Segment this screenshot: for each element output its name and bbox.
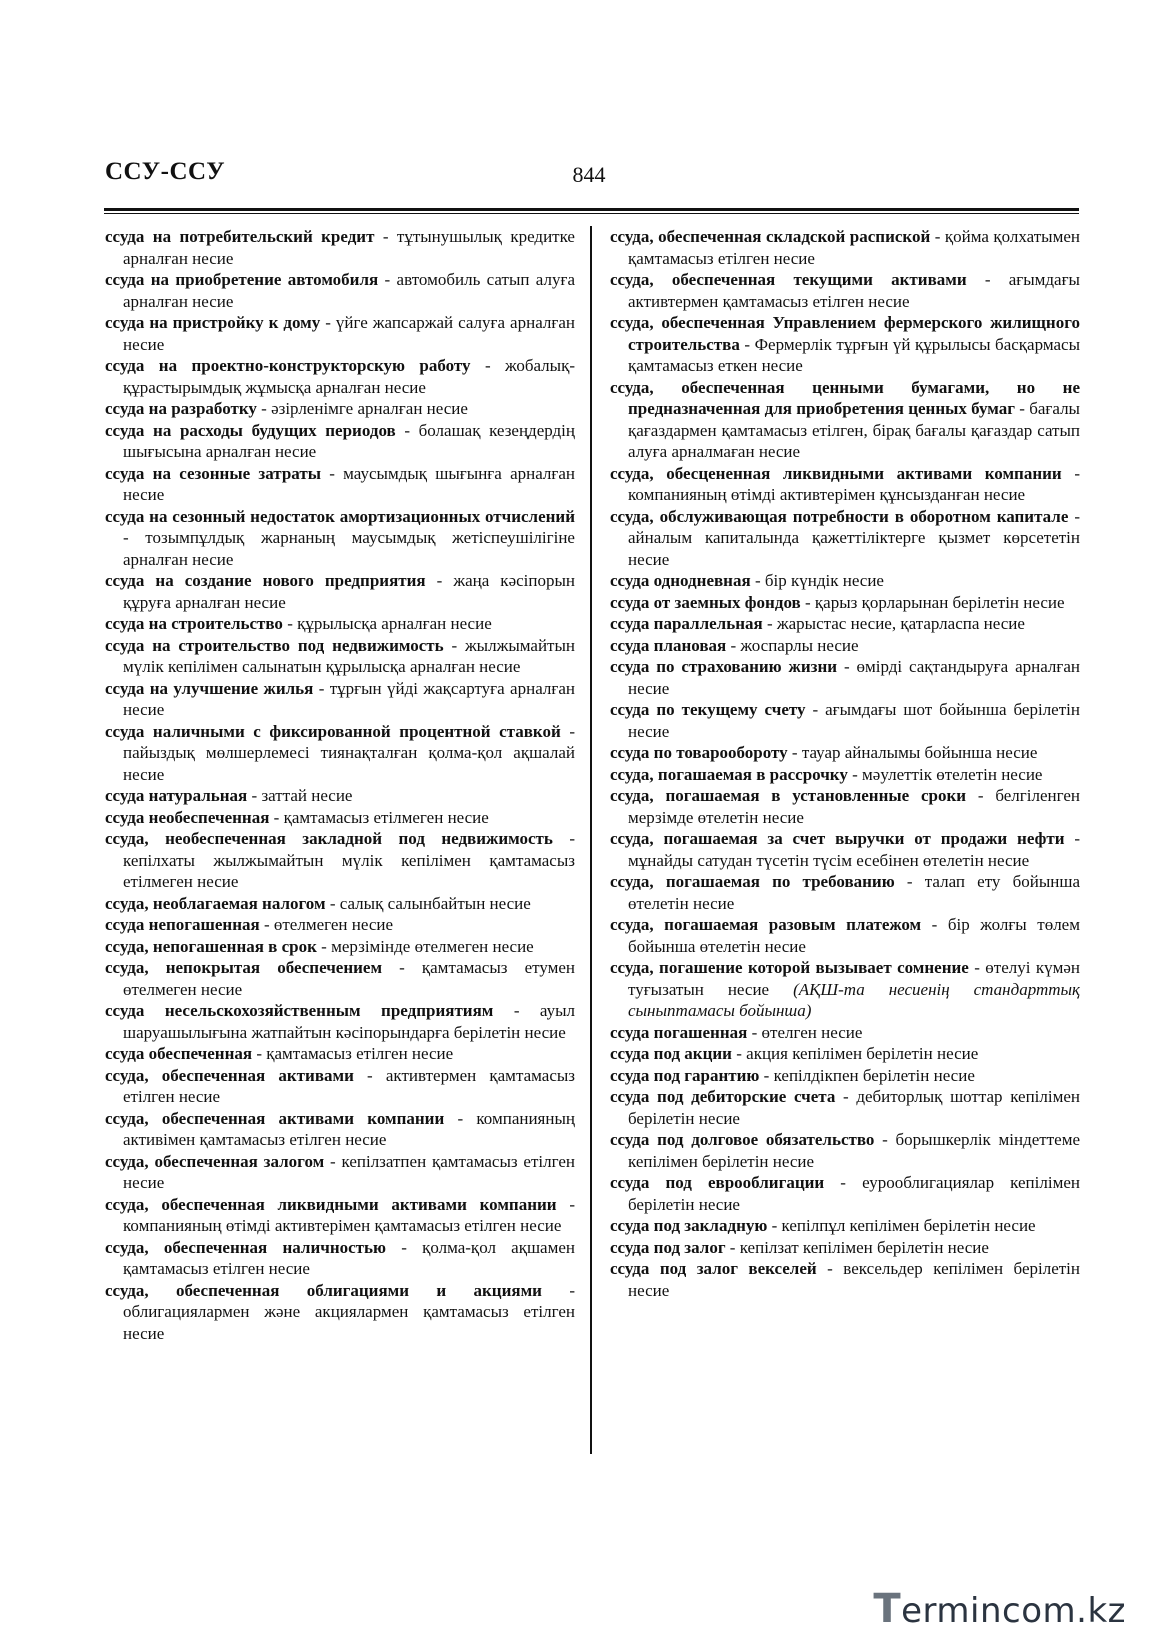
right-column [610,226,1080,1301]
entry-definition: қарыз қорларынан берілетін несие [814,592,1065,612]
entry-definition: өтелуі күмән туғызатын несие [628,958,1081,999]
entry-separator: - [353,1065,386,1085]
entry-definition: ауыл шаруашылығына жатпайтын кәсіпорындарға берілетін несие [123,1001,575,1042]
entry-term: ссуда по текущему счету [610,700,806,719]
entry-separator: - [747,1022,762,1042]
dictionary-entry [610,269,1080,312]
dictionary-entry [610,1129,1080,1172]
header-rule-thick [104,208,1079,211]
entry-definition: Фермерлік тұрғын үй құрылысы басқармасы қамтамасыз еткен несие [628,334,1080,375]
entry-term: ссуда несельскохозяйственным предприятиям [105,1001,494,1020]
entry-term: ссуда погашенная [610,1022,748,1042]
dictionary-entry [610,377,1080,463]
entry-definition: кепілпұл кепілімен берілетін несие [781,1216,1036,1235]
entry-definition: мұнайды сатудан түсетін түсім есебінен өтелетін несие [628,850,1030,870]
entry-term: ссуда под гарантию [610,1065,760,1085]
entry-definition: кепілзатпен қамтамасыз етілген несие [123,1151,575,1192]
entry-term: ссуда под залог векселей [610,1259,817,1278]
entry-separator: - [787,743,802,762]
dictionary-entry [105,785,575,807]
dictionary-entry [105,463,575,506]
entry-separator: - [894,872,925,891]
entry-term: ссуда обеспеченная [105,1044,253,1063]
entry-term: ссуда однодневная [610,571,751,590]
entry-separator: - [731,1044,747,1063]
entry-definition: пайыздық мөлшерлемесі тиянақталған қолма-қол ақшалай несие [123,743,575,784]
entry-term: ссуда по товарообороту [610,743,788,762]
entry-term: ссуда под закладную [610,1216,768,1235]
entry-separator: - [726,635,741,655]
entry-separator: - [837,657,857,676]
dictionary-entry [105,1043,575,1065]
entry-separator: - [123,528,146,547]
entry-term: ссуда, погашаемая по требованию [610,872,895,891]
entry-term: ссуда под еврооблигации [610,1173,825,1192]
entry-separator: - [443,635,465,655]
entry-separator: - [259,915,274,934]
entry-note: (АҚШ-та несиенің стандарттық сыныптамасы бойынша) [628,979,1080,1020]
entry-definition: қойма қолхатымен қамтамасыз етілген несие [628,227,1081,268]
entry-term: ссуда, обеспеченная облигациями и акциями [105,1280,542,1300]
entry-definition: компанияның активімен қамтамасыз етілген несие [123,1108,575,1149]
entry-term: ссуда, погашение которой вызывает сомнение [610,958,969,977]
entry-separator: - [444,1108,477,1128]
entry-definition: тозымпұлдық жарнаның маусымдық жетіспеушілігіне арналған несие [123,528,575,569]
entry-separator: - [313,678,330,698]
terminkom-watermark-logo [873,1586,1126,1632]
entry-term: ссуда, обеспеченная залогом [105,1151,325,1171]
entry-definition: тұтынушылық кредитке арналған несие [123,227,575,268]
entry-definition: жылжымайтын мүлік кепілімен салынатын құрылысқа арналған несие [123,635,575,676]
entry-term: ссуда, обеспеченная ликвидными активами компании [105,1194,557,1214]
entry-separator: - [1061,463,1080,483]
entry-separator: - [269,807,284,827]
dictionary-entry [610,592,1080,614]
entry-term: ссуда по страхованию жизни [610,657,838,676]
dictionary-entry [105,914,575,936]
entry-term: ссуда, необлагаемая налогом [105,893,326,913]
entry-definition: белгіленген мерзімде өтелетін несие [628,786,1080,827]
entry-separator: - [325,893,340,913]
entry-term: ссуда, непогашенная в срок [105,936,317,956]
entry-term: ссуда, обеспеченная наличностью [105,1237,386,1257]
dictionary-entry [105,635,575,678]
entry-definition: компанияның өтімді активтерімен қамтамасыз етілген несие [123,1216,562,1235]
entry-term: ссуда на разработку [105,399,257,418]
entry-term: ссуда, обеспеченная текущими активами [610,270,967,289]
entry-term: ссуда под долговое обязательство [610,1130,875,1149]
dictionary-entry [105,1108,575,1151]
entry-term: ссуда на пристройку к дому [105,313,321,332]
entry-separator: - [874,1130,896,1149]
entry-definition: бағалы қағаздармен қамтамасыз етілген, бірақ бағалы қағаздар сатып алуға арналмаған несие [628,399,1080,461]
dictionary-entry [105,1000,575,1043]
entry-definition: өмірді сақтандыруға арналған несие [628,657,1081,698]
entry-separator: - [739,334,755,354]
entry-term: ссуда на создание нового предприятия [105,571,426,590]
entry-separator: - [1064,829,1080,848]
dictionary-entry [610,1065,1080,1087]
dictionary-entry [610,699,1080,742]
entry-separator: - [725,1237,740,1257]
entry-term: ссуда на расходы будущих периодов [105,420,396,440]
entry-separator: - [316,936,332,956]
dictionary-entry [610,742,1080,764]
entry-term: ссуда на потребительский кредит [105,227,375,246]
entry-term: ссуда, погашаемая разовым платежом [610,915,922,934]
entry-definition: облигациялармен және акциялармен қамтамасыз етілген несие [123,1302,575,1343]
entry-term: ссуда под залог [610,1237,726,1257]
dictionary-entry [610,226,1080,269]
dictionary-entry [105,828,575,893]
left-column [105,226,575,1344]
dictionary-entry [610,1043,1080,1065]
column-divider [590,226,592,1454]
entry-term: ссуда на строительство под недвижимость [105,635,444,655]
entry-definition: қолма-қол ақшамен қамтамасыз етілген несие [123,1237,575,1278]
entry-separator: - [767,1216,782,1235]
entry-separator: - [378,270,397,289]
dictionary-entry [105,312,575,355]
entry-term: ссуда на сезонные затраты [105,463,321,483]
dictionary-entry [610,506,1080,571]
entry-separator: - [282,614,298,633]
entry-definition: әзірленімге арналған несие [271,399,468,418]
entry-separator: - [493,1001,540,1020]
page-header-title: ССУ-ССУ [105,158,226,185]
entry-definition: кепілхаты жылжымайтын мүлік кепілімен қамтамасыз етілмеген несие [123,850,575,891]
dictionary-entry [610,1022,1080,1044]
dictionary-entry [105,1194,575,1237]
entry-term: ссуда необеспеченная [105,807,270,827]
entry-definition: талап ету бойынша өтелетін несие [628,872,1081,913]
dictionary-entry [105,420,575,463]
entry-separator: - [759,1065,774,1085]
entry-separator: - [930,227,945,246]
entry-definition: бір күндік несие [764,571,884,590]
entry-term: ссуда, обеспеченная активами компании [105,1108,445,1128]
entry-term: ссуда, обесцененная ликвидными активами компании [610,463,1062,483]
entry-separator: - [256,399,272,418]
entry-separator: - [921,915,948,934]
entry-term: ссуда, обеспеченная активами [105,1065,354,1085]
dictionary-entry [105,398,575,420]
dictionary-entry [105,1237,575,1280]
entry-term: ссуда, погашаемая в рассрочку [610,764,848,784]
dictionary-entry [105,807,575,829]
page-number: 844 [572,162,606,187]
entry-definition: дебиторлық шоттар кепілімен берілетін несие [628,1087,1081,1128]
dictionary-entry [105,936,575,958]
entry-term: ссуда параллельная [610,614,763,633]
entry-term: ссуда на строительство [105,614,283,633]
entry-definition: өтелмеген несие [273,915,394,934]
dictionary-entry [105,678,575,721]
dictionary-entry [610,1172,1080,1215]
dictionary-entry [105,506,575,571]
entry-separator: - [805,700,826,719]
entry-separator: - [816,1259,844,1278]
entry-definition: өтелген несие [761,1022,863,1042]
entry-separator: - [966,270,1009,289]
entry-term: ссуда натуральная [105,786,248,805]
entry-term: ссуда, обеспеченная складской распиской [610,227,931,246]
entry-separator: - [560,721,575,741]
entry-term: ссуда наличными с фиксированной процентной ставкой [105,721,561,741]
entry-separator: - [552,829,575,848]
entry-definition: ағымдағы активтермен қамтамасыз етілген несие [628,270,1080,311]
entry-separator: - [750,571,765,590]
entry-term: ссуда на проектно-конструкторскую работу [105,356,471,375]
entry-definition: вексельдер кепілімен берілетін несие [628,1259,1080,1300]
entry-definition: ағымдағы шот бойынша берілетін несие [628,700,1080,741]
entry-term: ссуда, обеспеченная Управлением фермерского жилищного строительства [610,313,1080,354]
entry-term: ссуда, необеспеченная закладной под недвижимость [105,829,553,848]
dictionary-entry [105,226,575,269]
entry-definition: борышкерлік міндеттеме кепілімен берілетін несие [628,1130,1080,1171]
entry-definition: салық салынбайтын несие [339,893,531,913]
entry-separator: - [470,356,505,375]
entry-separator: - [324,1151,342,1171]
entry-separator: - [386,1237,423,1257]
entry-separator: - [847,764,863,784]
entry-term: ссуда от заемных фондов [610,592,801,612]
entry-term: ссуда на приобретение автомобиля [105,270,379,289]
dictionary-entry [610,312,1080,377]
entry-term: ссуда, обеспеченная ценными бумагами, но не предназначенная для приобретения ценных бумаг [610,377,1080,418]
entry-definition: қамтамасыз етілмеген несие [283,807,489,827]
entry-definition: кепілдікпен берілетін несие [773,1065,975,1085]
entry-definition: еурооблигациялар кепілімен берілетін несие [628,1173,1080,1214]
entry-definition: жоспарлы несие [740,635,859,655]
dictionary-entry [610,957,1080,1022]
entry-separator: - [382,958,422,977]
dictionary-entry [610,635,1080,657]
dictionary-entry [105,1065,575,1108]
entry-term: ссуда, непокрытая обеспечением [105,958,383,977]
dictionary-entry [105,355,575,398]
entry-term: ссуда, погашаемая за счет выручки от продажи нефти [610,829,1065,848]
entry-definition: болашақ кезеңдердің шығысына арналған несие [123,420,575,461]
entry-separator: - [556,1194,575,1214]
entry-definition: мерзімінде өтелмеген несие [331,936,534,956]
entry-definition: қамтамасыз етумен өтелмеген несие [123,958,575,999]
watermark-first-letter: T [873,1586,902,1632]
dictionary-entry [610,1215,1080,1237]
dictionary-entry [105,957,575,1000]
dictionary-entry [105,1280,575,1345]
entry-definition: тұрғын үйді жақсартуға арналған несие [123,678,575,719]
entry-definition: жобалық-құрастырымдық жұмысқа арналған несие [123,356,575,397]
entry-term: ссуда на улучшение жилья [105,678,314,698]
entry-separator: - [966,786,996,805]
entry-term: ссуда под дебиторские счета [610,1087,836,1106]
entry-term: ссуда, погашаемая в установленные сроки [610,786,967,805]
entry-definition: кепілзат кепілімен берілетін несие [739,1237,989,1257]
dictionary-entry [610,914,1080,957]
entry-definition: компанияның өтімді активтерімен құнсызданған несие [628,485,1026,504]
watermark-rest: ermincоm.kz [901,1591,1126,1631]
dictionary-entry [610,656,1080,699]
entry-separator: - [320,313,336,332]
entry-term: ссуда, обслуживающая потребности в оборотном капитале [610,506,1069,526]
entry-separator: - [541,1280,575,1300]
entry-definition: активтермен қамтамасыз етілген несие [123,1065,575,1106]
entry-separator: - [835,1087,857,1106]
entry-separator: - [252,1044,267,1063]
entry-separator: - [1068,506,1080,526]
entry-definition: жарыстас несие, қатарласпа несие [776,614,1025,633]
dictionary-entry [610,828,1080,871]
entry-separator: - [824,1173,863,1192]
entry-definition: жаңа кәсіпорын құруға арналған несие [123,571,575,612]
entry-separator: - [374,227,397,246]
entry-separator: - [968,958,986,977]
entry-term: ссуда непогашенная [105,915,260,934]
entry-separator: - [320,463,344,483]
entry-term: ссуда плановая [610,635,727,655]
dictionary-entry [610,764,1080,786]
dictionary-entry [610,463,1080,506]
entry-definition: акция кепілімен берілетін несие [746,1044,979,1063]
dictionary-entry [610,785,1080,828]
dictionary-entry [610,1237,1080,1259]
entry-definition: бір жолғы төлем бойынша өтелетін несие [628,915,1080,956]
entry-separator: - [425,571,454,590]
dictionary-entry [610,570,1080,592]
entry-definition: автомобиль сатып алуға арналған несие [123,270,575,311]
entry-definition: маусымдық шығынға арналған несие [123,463,575,504]
dictionary-entry [105,893,575,915]
entry-definition: тауар айналымы бойынша несие [801,743,1038,762]
entry-term: ссуда под акции [610,1044,732,1063]
entry-definition: құрылысқа арналған несие [297,614,492,633]
entry-term: ссуда на сезонный недостаток амортизационных отчислений [105,506,575,526]
entry-separator: - [247,786,262,805]
dictionary-entry [105,269,575,312]
dictionary-entry [610,613,1080,635]
entry-separator: - [800,592,815,612]
dictionary-entry [105,1151,575,1194]
dictionary-entry [105,721,575,786]
dictionary-entry [610,1258,1080,1301]
dictionary-entry [610,871,1080,914]
entry-definition: қамтамасыз етілген несие [266,1044,454,1063]
entry-separator: - [1015,399,1030,418]
entry-definition: заттай несие [261,786,353,805]
entry-separator: - [395,420,419,440]
entry-definition: үйге жапсаржай салуға арналған несие [123,313,575,354]
entry-separator: - [762,614,777,633]
entry-definition: айналым капиталында қажеттіліктерге қызмет көрсететін несие [628,528,1080,569]
entry-definition: мәулеттік өтелетін несие [862,764,1043,784]
dictionary-entry [105,613,575,635]
dictionary-entry [610,1086,1080,1129]
dictionary-entry [105,570,575,613]
header-rule-thin [104,213,1079,214]
